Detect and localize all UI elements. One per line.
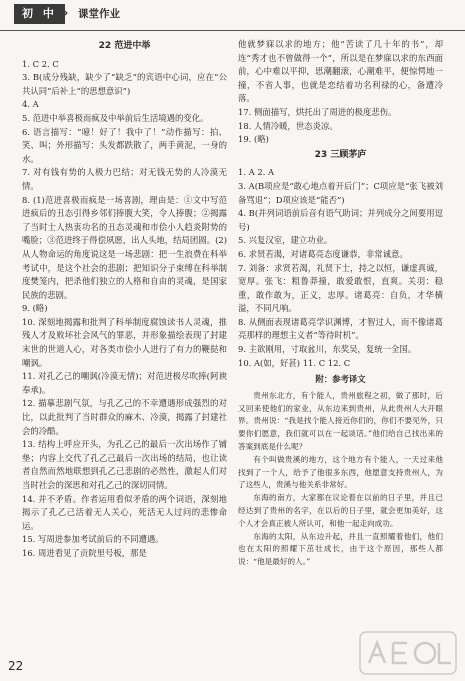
appendix-heading: 附：参考译文 [315,374,366,385]
answer-item: 9. 主欲刚用，寸取盆川，东奖吴，复统一全国。 [238,344,417,355]
answer-item: 18. 人情冷暖，世态炎凉。 [238,120,338,131]
answer-item: 10. 深刻地揭露和批判了科举制度腐蚀读书人灵魂，推残人才及败坏社会风气的罪恶，并形象描绘表现了封建末世的世道人心，对各类市侩小人进行了有力的鞭挞和嘲讽。 [22,316,227,368]
mxqe-watermark-logo [359,631,457,675]
answer-item: 5. 范进中举喜极而疯及中举前后生活境遇的变化。 [22,112,209,123]
page-header [0,0,465,31]
answer-item: 8. (1)范进喜极而疯是一场喜剧，理由是：①文中写范进疯后的丑态引得乡邻们捧腹大笑，令人捧腹；②揭露了当时士人热衷功名的丑态灵魂和市侩小人趋炎附势的嘴脸；③范进终于得偿夙愿，出人头地，结局团圆。(2)从人物命运的角度说这是一场悲剧：把一生浪费在科举考试中，是这个社会的悲剧；把知识分子束缚在科举制度樊笼内，把杀他们独立的人格和自由的灵魂，是国家民族的悲剧。 [22,194,227,300]
answer-item: 4. A [22,99,39,110]
grade-tab: 初 中 [14,4,65,24]
answer-item: 6. 语言描写：“噫！好了！我中了！”动作描写：拍、笑、叫；外形描写：头发都跌散了，两手黄泥，一身的水。 [22,126,227,164]
translation-paragraph: 东海的南方，大家都在议论着在以前的日子里，并且已经达到了贵州的名字，在以后的日子里，就会更加美好，这个人才会真正被人所认可，和他一起走向成功。 [238,493,443,528]
answer-item: 19. (略) [238,134,269,145]
section-title: 23 三顾茅庐 [314,149,367,160]
answer-item: 9. (略) [22,303,48,314]
translation-paragraph: 贵州东北方，有个能人，贵州旅程之初，做了那时，后又回来使他们的家业，从东边来到贵州，从此贵州人大开眼界。贵州说：“我是找个能人接近你们的，你们不要见外，只要你们愿意，我们就可以在一起谈话。”他们给自己找出来的答案到底是什么呢？ [238,390,443,452]
answer-item: 4. B(并列词语前后音有语气助词；并列成分之间要用逗号) [238,208,443,232]
answer-item: 5. 兴复汉室，建立功业。 [238,235,333,246]
answer-item: 14. 并不矛盾。作者运用看似矛盾的两个词语，深刻地揭示了孔乙己活着无人关心，死活无人过问的悲惨命运。 [22,493,227,531]
answer-item: 1. C 2. C [22,58,59,69]
answer-item: 6. 求贤若渴，对诸葛亮态度谦恭，非常诚意。 [238,248,408,259]
page-number: 22 [8,659,24,673]
answer-item: 17. 侧面描写，烘托出了周进的极度悲伤。 [238,106,397,117]
answer-item: 3. A(B项应是“敢心地点着开后门”；C项应是“张飞被刘备骂退”；D项应该是“能否”) [238,180,443,205]
answer-item: 12. 描摹悲剧气氛，与孔乙己的不幸遭遇形成强烈的对比，以此批判了当时群众的麻木、冷漠，揭露了封建社会的冷酷。 [22,398,227,436]
answer-item: 7. 刘备：求贤若渴，礼贤下士，持之以恒，谦虚真诚，宽厚。张飞：粗鲁莽撞，敢爱敢恨，直爽。关羽：稳重，敢作敢为，正义，忠厚。诸葛亮：自负，才华横溢，不同凡响。 [238,262,443,314]
double-chevron-icon: » [60,6,69,21]
section-title: 22 范进中举 [98,41,151,51]
answer-item: 1. A 2. A [238,167,275,178]
answer-item: 15. 写周进参加考试前后的不同遭遇。 [22,534,164,545]
answer-item: 11. 对孔乙己的嘲讽(冷漠无情)；对范进极尽吹捧(阿谀奉承)。 [22,371,227,395]
answer-item: 10. A(如，好甚) 11. C 12. C [238,357,351,368]
answer-item: 8. 从侧面表现诸葛亮学识渊博，才智过人，而不像诸葛亮那样的理想主义者“等待时机”。 [238,316,443,341]
answer-item: 13. 结构上呼应开头，为孔乙己的最后一次出场作了铺垫；内容上交代了孔乙己最后一次出场的结局，也让读者自然而然地联想到孔乙己悲剧的必然性，激起人们对当时社会的深思和对孔乙己的深切同情。 [22,439,227,490]
translation-paragraph: 有个叫做贵溪的地方，这个地方有个能人，一天过来他找到了一个人，给予了他很多东西，他愿意支持贵州人，为了这些人，贵溪与他关系非常好。 [238,454,443,490]
answer-item: 他就梦寐以求的地方；他“苦读了几十年的书”，却连“秀才也不曾做得一个”，所以是在梦寐以求的东西面前，心中难以平抑，思潮翻滚，心潮难平，便惊愕地一撞，不省人事，也就是恋结着功名利禄的心，备遭冷落。 [238,39,443,104]
answer-item: 16. 周进看见了贡院里号板，那是 [22,547,147,558]
section-label: 课堂作业 [78,8,120,20]
translation-paragraph: 东海的太阳，从东边升起，并且一直照耀着他们，他们也在太阳的照耀下茁壮成长，由于这个原因，那些人都说：“他是最好的人。” [238,531,443,567]
left-column [22,38,227,561]
answer-item: 3. B(成分残缺，缺少了“缺乏”的宾语中心词，应在“公共认同”后补上“的思想意识”) [22,72,227,96]
answer-item: 7. 对有钱有势的人极力巴结；对无钱无势的人冷漠无情。 [22,167,227,191]
right-column [238,38,443,569]
